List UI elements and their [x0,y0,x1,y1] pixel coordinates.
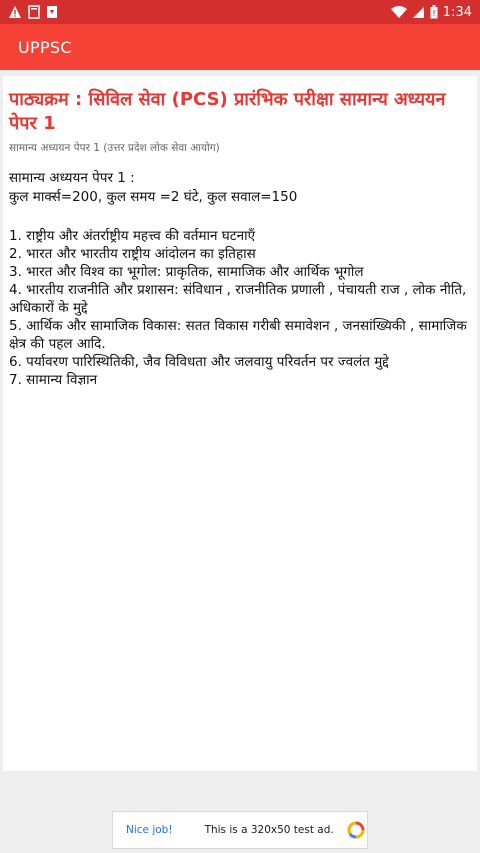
app-bar [0,24,480,70]
ad-nice-job-label: Nice job! [126,824,173,836]
article-title: पाठ्यक्रम : सिविल सेवा (PCS) प्रारंभिक परीक्षा सामान्य अध्ययन पेपर 1 [9,89,446,134]
syllabus-list [9,227,471,389]
intro-exam-details: कुल मार्क्स=200, कुल समय =2 घंटे, कुल सवाल=150 [9,189,298,205]
list-item: 4. भारतीय राजनीति और प्रशासन: संविधान , राजनीतिक प्रणाली , पंचायती राज , लोक नीति, अधिकारों के मुद्दे [9,282,467,316]
ad-text: This is a 320x50 test ad. [204,824,334,836]
list-item: 1. राष्ट्रीय और अंतर्राष्ट्रीय महत्त्व की वर्तमान घटनाएँ [9,228,256,244]
intro-paper-heading: सामान्य अध्ययन पेपर 1 : [9,170,135,186]
app-title: UPPSC [18,37,72,57]
status-time: 1:34 [442,4,472,20]
warning-icon [8,5,22,19]
list-item: 3. भारत और विश्व का भूगोल: प्राकृतिक, सामाजिक और आर्थिक भूगोल [9,264,364,280]
status-left-icons [8,3,58,21]
list-item: 7. सामान्य विज्ञान [9,372,98,388]
ad-choices-logo-icon[interactable] [346,820,366,840]
test-ad-banner[interactable] [112,811,368,849]
list-item: 2. भारत और भारतीय राष्ट्रीय आंदोलन का इतिहास [9,246,256,262]
battery-icon [430,5,438,19]
signal-icon [412,6,425,19]
wifi-icon [391,6,407,19]
list-item: 6. पर्यावरण पारिस्थितिकी, जैव विविधता और जलवायु परिवर्तन पर ज्वलंत मुद्दे [9,354,389,370]
status-right-icons [391,3,472,21]
article-intro [9,169,471,207]
list-item: 5. आर्थिक और सामाजिक विकास: सतत विकास गरीबी समावेशन , जनसांख्यिकी , सामाजिक क्षेत्र की पहल आदि. [9,318,467,352]
article-content[interactable] [3,76,477,771]
download-icon [46,5,58,19]
status-bar [0,0,480,24]
article-subtitle: सामान्य अध्ययन पेपर 1 (उत्तर प्रदेश लोक सेवा आयोग) [9,142,220,154]
sd-card-icon [28,5,40,19]
